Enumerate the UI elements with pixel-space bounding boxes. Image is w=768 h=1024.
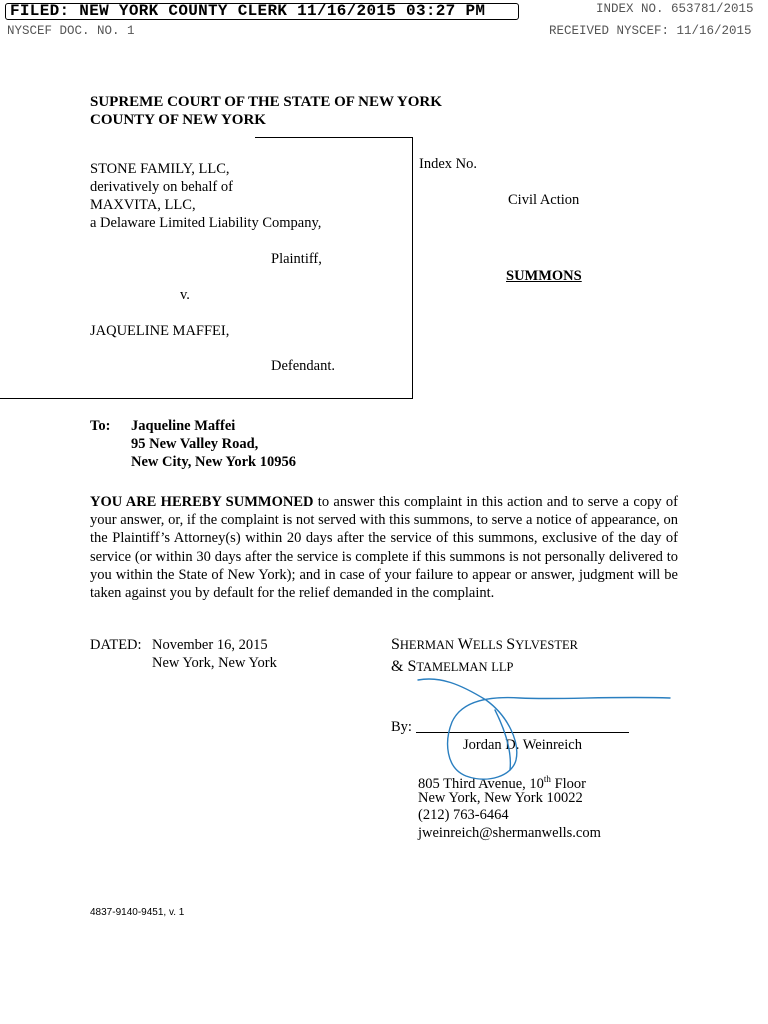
firm-name-line1: SHERMAN WELLS SYLVESTER <box>391 636 578 653</box>
firm-address-line1: 805 Third Avenue, 10th Floor <box>418 774 586 792</box>
caption-bottom-rule <box>0 398 413 399</box>
nyscef-doc-number: NYSCEF DOC. NO. 1 <box>7 24 135 38</box>
filed-stamp: FILED: NEW YORK COUNTY CLERK 11/16/2015 03:27 PM <box>5 3 519 20</box>
document-title: SUMMONS <box>506 268 582 284</box>
firm-phone: (212) 763-6464 <box>418 807 509 823</box>
summons-paragraph <box>90 493 678 602</box>
index-number: INDEX NO. 653781/2015 <box>596 2 754 16</box>
index-no-label: Index No. <box>419 156 477 172</box>
addressee-street: 95 New Valley Road, <box>131 436 259 452</box>
plaintiff-role: Plaintiff, <box>271 251 322 267</box>
received-date: RECEIVED NYSCEF: 11/16/2015 <box>549 24 752 38</box>
firm-name-line2: & STAMELMAN LLP <box>391 658 514 675</box>
court-name: SUPREME COURT OF THE STATE OF NEW YORK <box>90 94 442 110</box>
action-type: Civil Action <box>508 192 580 208</box>
to-label: To: <box>90 418 111 434</box>
signature-strokes <box>418 679 670 779</box>
by-label: By: <box>391 719 412 735</box>
court-county: COUNTY OF NEW YORK <box>90 112 266 128</box>
summons-lead: YOU ARE HEREBY SUMMONED <box>90 494 314 510</box>
plaintiff-line: a Delaware Limited Liability Company, <box>90 215 322 231</box>
defendant-name: JAQUELINE MAFFEI, <box>90 323 230 339</box>
signature-stroke <box>418 679 670 779</box>
dated-place: New York, New York <box>152 655 277 671</box>
firm-address-line2: New York, New York 10022 <box>418 790 583 806</box>
caption-right-rule <box>412 137 413 399</box>
defendant-role: Defendant. <box>271 358 336 374</box>
court-heading <box>90 93 442 129</box>
plaintiff-block <box>90 160 321 232</box>
firm-email: jweinreich@shermanwells.com <box>418 825 601 841</box>
addressee-city: New City, New York 10956 <box>131 454 296 470</box>
dated-label: DATED: <box>90 637 142 653</box>
plaintiff-line: MAXVITA, LLC, <box>90 197 196 213</box>
dated-date: November 16, 2015 <box>152 637 268 653</box>
signature-line <box>416 732 629 733</box>
caption-top-rule <box>255 137 413 138</box>
plaintiff-line: derivatively on behalf of <box>90 179 233 195</box>
signer-name: Jordan D. Weinreich <box>463 737 582 753</box>
plaintiff-line: STONE FAMILY, LLC, <box>90 161 230 177</box>
versus: v. <box>180 287 190 303</box>
document-number: 4837-9140-9451, v. 1 <box>90 907 185 918</box>
summons-text: to answer this complaint in this action and to serve a copy of your answer, or, if the complaint is not served with this summons, to serve a notice of appearance, on the Plaintiff’s Attorney(s) within 20 days after the service of this summons, exclusive of the day of service (or within 30 days after the service is complete if this summons is not personally delivered to you within the State of New York); and in case of your failure to appear or answer, judgment will be taken against you by default for the relief demanded in the complaint. <box>90 494 678 602</box>
addressee-name: Jaqueline Maffei <box>131 418 236 434</box>
